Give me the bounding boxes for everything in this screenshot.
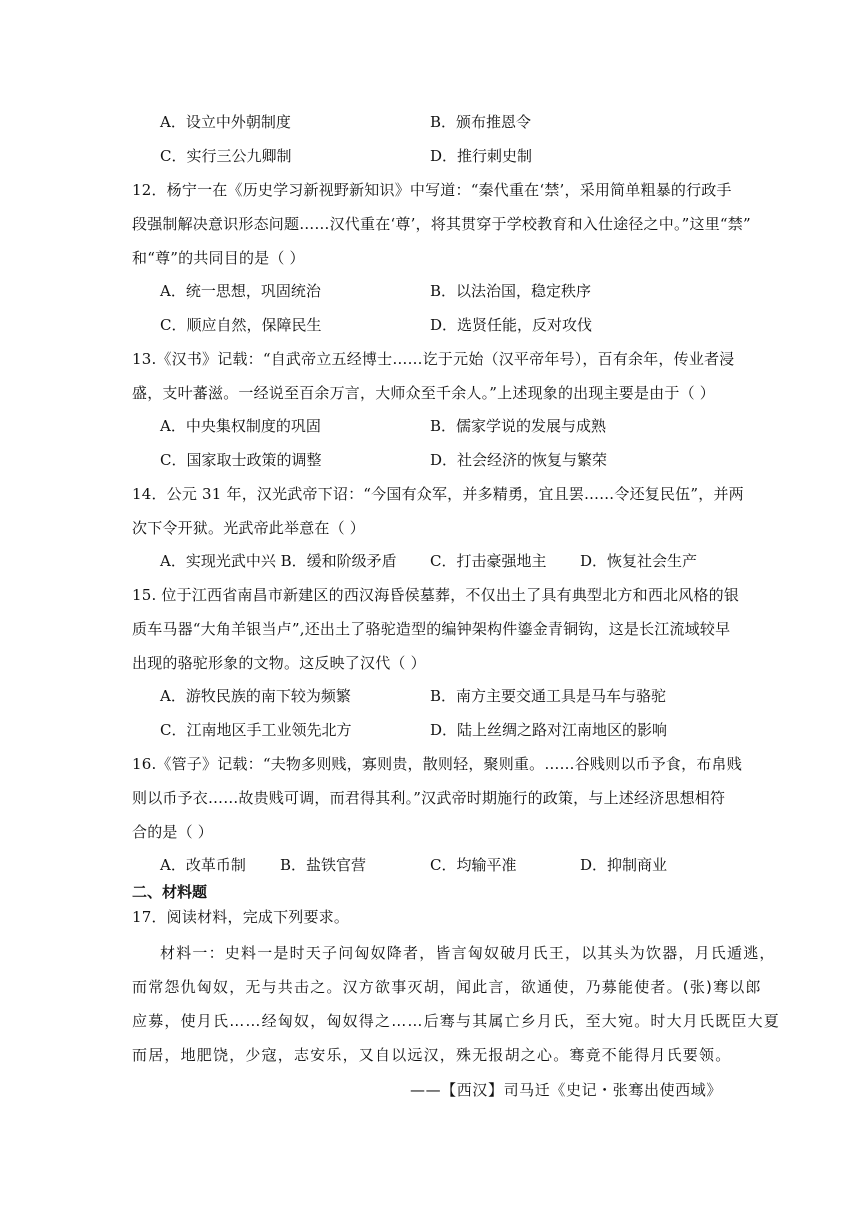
- section-heading: 二、材料题: [132, 883, 208, 901]
- q14-option-ab[interactable]: A．实现光武中兴 B．缓和阶级矛盾: [160, 552, 397, 570]
- q16-option-b[interactable]: B．盐铁官营: [280, 856, 367, 874]
- q15-option-b[interactable]: B．南方主要交通工具是马车与骆驼: [430, 687, 667, 705]
- q14-stem-line-2: 次下令开狱。光武帝此举意在（ ）: [132, 519, 365, 537]
- material-source: ——【西汉】司马迁《史记・张骞出使西域》: [409, 1081, 722, 1099]
- q15-stem-line-2: 质车马器“大角羊银当卢”,还出土了骆驼造型的编钟架构件鎏金青铜钩，这是长江流域较早: [132, 620, 731, 638]
- q12-stem-line-2: 段强制解决意识形态问题……汉代重在‘尊’，将其贯穿于学校教育和入仕途径之中。”这里“禁”: [132, 215, 751, 233]
- q11-option-d[interactable]: D．推行刺史制: [430, 147, 533, 165]
- q14-option-c[interactable]: C．打击豪强地主: [430, 552, 547, 570]
- q15-stem-line-1: 15. 位于江西省南昌市新建区的西汉海昏侯墓葬，不仅出土了具有典型北方和西北风格的银: [132, 586, 740, 604]
- material-line-2: 而常怨仇匈奴，无与共击之。汉方欲事灭胡，闻此言，欲通使，乃募能使者。(张)骞以郎: [132, 978, 762, 996]
- q15-option-c[interactable]: C．江南地区手工业领先北方: [160, 721, 352, 739]
- q13-option-d[interactable]: D．社会经济的恢复与繁荣: [430, 451, 608, 469]
- q12-option-a[interactable]: A．统一思想，巩固统治: [160, 282, 321, 300]
- material-line-3: 应募，使月氏……经匈奴，匈奴得之……后骞与其属亡乡月氏，至大宛。时大月氏既臣大夏: [132, 1012, 781, 1030]
- material-line-1: 材料一：史料一是时天子问匈奴降者，皆言匈奴破月氏王，以其头为饮器，月氏遁逃，: [160, 944, 776, 962]
- material-line-4: 而居，地肥饶，少寇，志安乐，又自以远汉，殊无报胡之心。骞竟不能得月氏要领。: [132, 1046, 732, 1064]
- q13-stem-line-2: 盛，支叶蕃滋。一经说至百余万言，大师众至千余人。”上述现象的出现主要是由于（ ）: [132, 384, 715, 402]
- q15-option-d[interactable]: D．陆上丝绸之路对江南地区的影响: [430, 721, 668, 739]
- q12-stem-line-3: 和“尊”的共同目的是（ ）: [132, 249, 305, 267]
- q16-option-c[interactable]: C．均输平准: [430, 856, 517, 874]
- q15-option-a[interactable]: A．游牧民族的南下较为频繁: [160, 687, 351, 705]
- q11-option-c[interactable]: C．实行三公九卿制: [160, 147, 292, 165]
- q13-option-a[interactable]: A．中央集权制度的巩固: [160, 417, 321, 435]
- q15-stem-line-3: 出现的骆驼形象的文物。这反映了汉代（ ）: [132, 654, 426, 672]
- q16-stem-line-3: 合的是（ ）: [132, 823, 213, 841]
- q14-stem-line-1: 14．公元 31 年，汉光武帝下诏：“今国有众军，并多精勇，宜且罢……令还复民伍”，并两: [132, 485, 744, 503]
- q13-option-c[interactable]: C．国家取士政策的调整: [160, 451, 322, 469]
- q11-option-a[interactable]: A．设立中外朝制度: [160, 113, 291, 131]
- q16-stem-line-2: 则以币予衣……故贵贱可调，而君得其利。”汉武帝时期施行的政策，与上述经济思想相符: [132, 789, 726, 807]
- q11-option-b[interactable]: B．颁布推恩令: [430, 113, 532, 131]
- q16-option-a[interactable]: A．改革币制: [160, 856, 246, 874]
- q16-stem-line-1: 16.《管子》记载：“夫物多则贱，寡则贵，散则轻，聚则重。……谷贱则以币予食，布帛贱: [132, 755, 742, 773]
- q12-stem-line-1: 12．杨宁一在《历史学习新视野新知识》中写道：“秦代重在‘禁’，采用简单粗暴的行政手: [132, 181, 732, 199]
- q14-option-d[interactable]: D．恢复社会生产: [580, 552, 698, 570]
- q13-option-b[interactable]: B．儒家学说的发展与成熟: [430, 417, 607, 435]
- q17-prompt: 17．阅读材料，完成下列要求。: [132, 908, 350, 926]
- q13-stem-line-1: 13.《汉书》记载：“自武帝立五经博士……讫于元始（汉平帝年号），百有余年，传业者浸: [132, 350, 735, 368]
- q16-option-d[interactable]: D．抑制商业: [580, 856, 668, 874]
- q12-option-c[interactable]: C．顺应自然，保障民生: [160, 316, 322, 334]
- q12-option-b[interactable]: B．以法治国，稳定秩序: [430, 282, 592, 300]
- q12-option-d[interactable]: D．选贤任能，反对攻伐: [430, 316, 593, 334]
